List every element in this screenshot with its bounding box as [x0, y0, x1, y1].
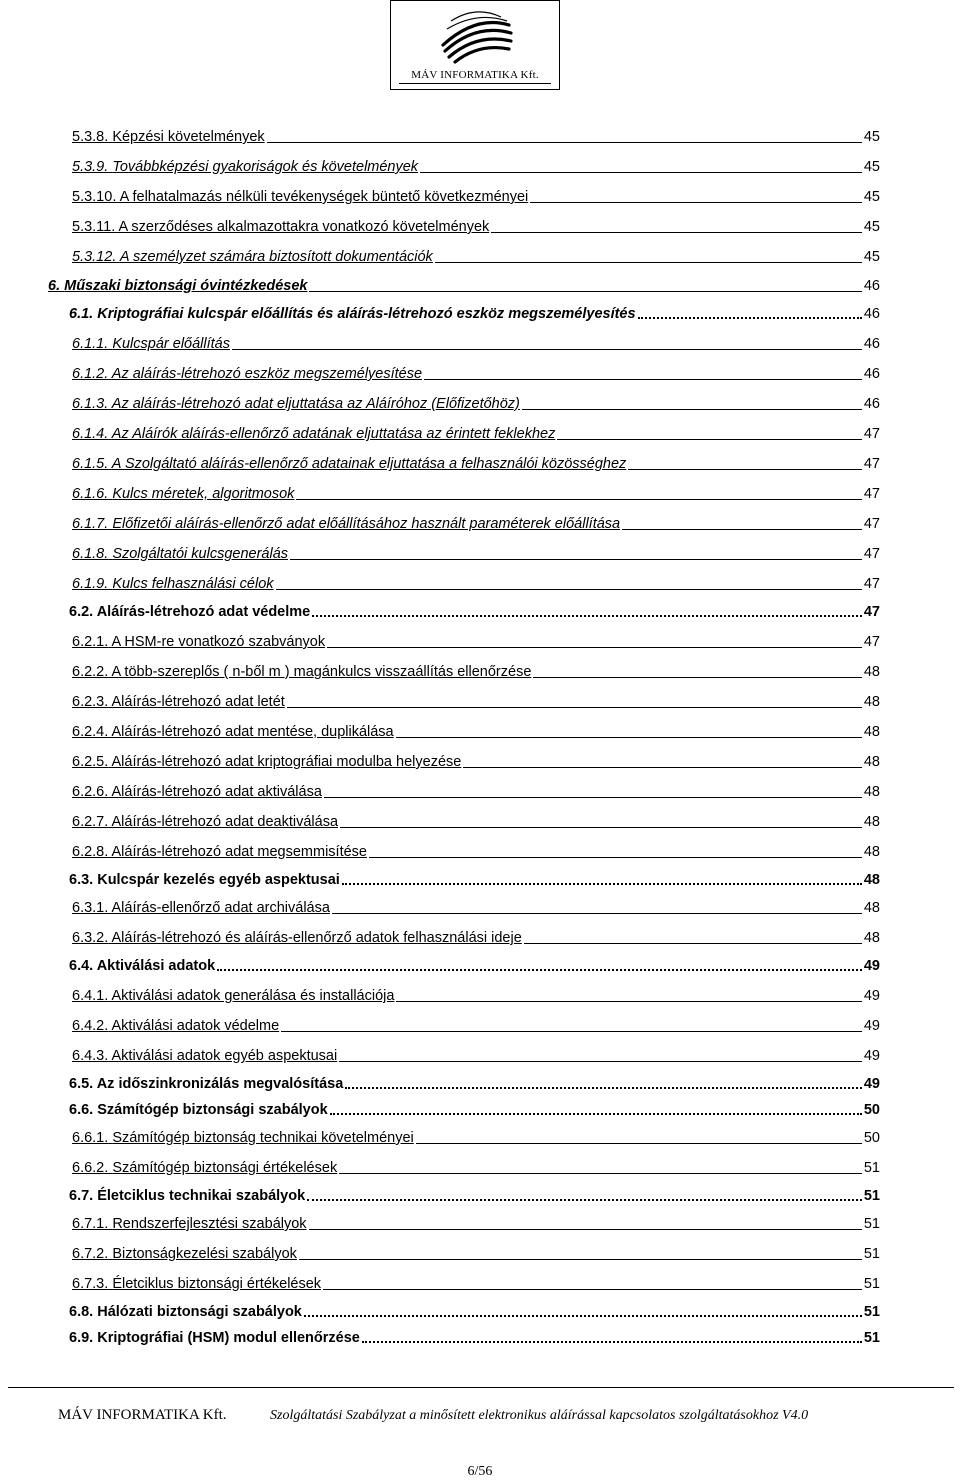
toc-entry-number: 6.2.7.: [72, 814, 109, 830]
toc-entry-page: 48: [863, 814, 880, 830]
toc-leader: [342, 883, 862, 885]
toc-entry[interactable]: [72, 749, 880, 771]
toc-entry-label: Továbbképzési gyakoriságok és követelmények: [112, 159, 419, 175]
toc-leader: [309, 291, 861, 292]
toc-leader: [232, 349, 862, 350]
company-logo: [390, 0, 560, 90]
toc-entry[interactable]: [72, 244, 880, 266]
toc-entry-label: Aktiválási adatok egyéb aspektusai: [111, 1048, 338, 1064]
toc-entry-text: [69, 1101, 328, 1119]
toc-entry-number: 6.4.2.: [72, 1018, 109, 1034]
toc-entry-page: 47: [863, 426, 880, 442]
toc-entry-label: Számítógép biztonsági szabályok: [97, 1102, 328, 1118]
toc-entry-label: Aláírás-létrehozó adat mentése, duplikálása: [111, 724, 394, 740]
toc-entry-number: 6.6.1.: [72, 1130, 109, 1146]
toc-entry-number: 6.2.5.: [72, 754, 109, 770]
toc-entry-page: 51: [863, 1330, 880, 1346]
toc-entry-text: [69, 1303, 302, 1321]
toc-leader: [276, 589, 862, 590]
toc-entry-number: 6.1.6.: [72, 486, 109, 502]
toc-leader: [424, 379, 862, 380]
toc-entry-page: 47: [863, 516, 880, 532]
toc-entry-label: Kulcspár előállítás: [112, 336, 230, 352]
toc-entry-label: Rendszerfejlesztési szabályok: [112, 1216, 307, 1232]
toc-entry-page: 50: [863, 1130, 880, 1146]
toc-entry-label: Kriptográfiai kulcspár előállítás és aláírás-létrehozó eszköz megszemélyesítés: [97, 306, 636, 322]
toc-entry[interactable]: [48, 273, 880, 295]
toc-entry-label: Az időszinkronizálás megvalósítása: [96, 1076, 344, 1092]
toc-entry-page: 48: [863, 844, 880, 860]
toc-entry-label: Biztonságkezelési szabályok: [112, 1246, 297, 1262]
toc-entry-label: Szolgáltatói kulcsgenerálás: [112, 546, 289, 562]
toc-entry-number: 6.1.3.: [72, 396, 109, 412]
toc-entry-page: 46: [863, 278, 880, 294]
toc-leader: [396, 737, 862, 738]
toc-entry[interactable]: [72, 1125, 880, 1147]
toc-entry-text: [72, 1047, 337, 1065]
toc-entry-text: [72, 1017, 279, 1035]
toc-leader: [533, 677, 861, 678]
toc-leader: [362, 1341, 862, 1343]
toc-entry-label: Kulcs felhasználási célok: [112, 576, 274, 592]
toc-entry-text: [72, 1159, 337, 1177]
toc-entry-text: [72, 1275, 321, 1293]
toc-entry-text: [72, 899, 330, 917]
toc-entry-text: [72, 843, 367, 861]
toc-entry-page: 45: [863, 189, 880, 205]
toc-entry-page: 48: [863, 754, 880, 770]
toc-entry-number: 6.: [48, 278, 61, 294]
toc-leader: [530, 202, 862, 203]
toc-leader: [463, 767, 862, 768]
toc-entry[interactable]: [72, 1211, 880, 1233]
toc-entry-label: Aláírás-ellenőrző adat archiválása: [111, 900, 330, 916]
toc-entry-text: [69, 1329, 360, 1347]
toc-entry[interactable]: [72, 541, 880, 563]
toc-leader: [622, 529, 862, 530]
page-number: 6/56: [467, 1464, 493, 1479]
toc-entry[interactable]: [72, 719, 880, 741]
toc-entry[interactable]: [72, 481, 880, 503]
toc-entry-text: [72, 365, 422, 383]
toc-leader: [309, 1229, 862, 1230]
toc-entry-number: 6.5.: [69, 1076, 94, 1092]
toc-entry[interactable]: [72, 1241, 880, 1263]
logo-emblem-icon: [431, 7, 521, 67]
toc-leader: [332, 913, 862, 914]
toc-leader: [339, 1061, 862, 1062]
toc-leader: [435, 262, 862, 263]
toc-entry-page: 46: [863, 336, 880, 352]
toc-leader: [299, 1259, 862, 1260]
toc-entry[interactable]: [72, 124, 880, 146]
toc-entry-label: Aláírás-létrehozó adat aktiválása: [111, 784, 322, 800]
toc-entry[interactable]: [72, 214, 880, 236]
toc-entry-label: A HSM-re vonatkozó szabványok: [111, 634, 326, 650]
toc-entry-text: [72, 813, 338, 831]
toc-entry-page: 48: [863, 900, 880, 916]
toc-leader: [296, 499, 861, 500]
toc-entry-label: Életciklus biztonsági értékelések: [112, 1276, 322, 1292]
logo-text: MÁV INFORMATIKA Kft.: [411, 69, 539, 81]
toc-entry-label: Aláírás-létrehozó adat deaktiválása: [111, 814, 339, 830]
toc-entry-number: 6.7.2.: [72, 1246, 109, 1262]
toc-entry-number: 6.7.1.: [72, 1216, 109, 1232]
toc-leader: [290, 559, 862, 560]
toc-entry-text: [72, 723, 394, 741]
toc-entry-number: 6.1.8.: [72, 546, 109, 562]
toc-entry-label: A Szolgáltató aláírás-ellenőrző adatainak eljuttatása a felhasználói közösséghez: [111, 456, 627, 472]
toc-entry-page: 47: [863, 486, 880, 502]
toc-entry-page: 51: [863, 1304, 880, 1320]
toc-entry-label: Életciklus technikai szabályok: [97, 1188, 306, 1204]
toc-leader: [330, 1113, 862, 1115]
toc-entry-page: 47: [863, 546, 880, 562]
toc-entry-label: Aláírás-létrehozó adat kriptográfiai modulba helyezése: [111, 754, 462, 770]
toc-entry-text: [72, 929, 522, 947]
toc-entry-page: 51: [863, 1246, 880, 1262]
toc-entry[interactable]: [72, 571, 880, 593]
toc-entry-label: Aláírás-létrehozó adat megsemmisítése: [111, 844, 367, 860]
toc-entry-number: 6.9.: [69, 1330, 94, 1346]
toc-entry-label: Az Aláírók aláírás-ellenőrző adatának eljuttatása az érintett feklekhez: [111, 426, 556, 442]
toc-entry-text: [72, 425, 555, 443]
toc-entry-page: 46: [863, 306, 880, 322]
toc-entry-page: 46: [863, 366, 880, 382]
toc-entry-number: 6.1.5.: [72, 456, 109, 472]
toc-entry-label: A szerződéses alkalmazottakra vonatkozó követelmények: [118, 219, 490, 235]
toc-entry[interactable]: [72, 839, 880, 861]
toc-entry[interactable]: [72, 154, 880, 176]
toc-entry-page: 48: [863, 872, 880, 888]
toc-entry-number: 6.7.: [69, 1188, 94, 1204]
toc-entry-label: Aktiválási adatok generálása és installációja: [111, 988, 395, 1004]
toc-leader: [416, 1143, 862, 1144]
toc-entry-page: 49: [863, 958, 880, 974]
toc-entry[interactable]: [69, 1325, 880, 1347]
toc-entry-text: [72, 1215, 307, 1233]
toc-entry-label: Képzési követelmények: [112, 129, 265, 145]
toc-entry-number: 6.3.2.: [72, 930, 109, 946]
toc-entry[interactable]: [72, 983, 880, 1005]
toc-entry-number: 6.1.1.: [72, 336, 109, 352]
toc-leader: [307, 1199, 862, 1201]
toc-entry[interactable]: [69, 301, 880, 323]
toc-entry-number: 6.6.2.: [72, 1160, 109, 1176]
toc-entry-text: [48, 277, 307, 295]
toc-entry-page: 47: [863, 576, 880, 592]
toc-entry-label: Aláírás-létrehozó adat védelme: [96, 604, 311, 620]
toc-leader: [396, 1001, 861, 1002]
toc-entry[interactable]: [72, 1043, 880, 1065]
toc-entry-text: [72, 188, 528, 206]
toc-entry-label: Aláírás-létrehozó adat letét: [111, 694, 285, 710]
toc-entry-label: Kriptográfiai (HSM) modul ellenőrzése: [97, 1330, 360, 1346]
toc-entry-text: [69, 871, 340, 889]
toc-leader: [304, 1315, 862, 1317]
toc-entry[interactable]: [72, 689, 880, 711]
toc-leader: [287, 707, 862, 708]
toc-entry-page: 48: [863, 784, 880, 800]
toc-leader: [267, 142, 862, 143]
toc-entry-page: 51: [863, 1160, 880, 1176]
toc-leader: [327, 647, 862, 648]
toc-entry[interactable]: [69, 1071, 880, 1093]
toc-entry-number: 6.3.1.: [72, 900, 109, 916]
footer-company: MÁV INFORMATIKA Kft.: [58, 1407, 227, 1423]
toc-entry[interactable]: [72, 451, 880, 473]
toc-entry-number: 5.3.8.: [72, 129, 109, 145]
footer-document-title: Szolgáltatási Szabályzat a minősített elektronikus aláírással kapcsolatos szolgáltatásokhoz V4.0: [270, 1408, 809, 1423]
toc-entry-text: [72, 1129, 414, 1147]
toc-entry-label: Műszaki biztonsági óvintézkedések: [64, 278, 308, 294]
toc-entry-page: 51: [863, 1216, 880, 1232]
toc-entry-text: [72, 545, 288, 563]
toc-entry[interactable]: [72, 391, 880, 413]
toc-entry-text: [72, 128, 265, 146]
toc-entry-label: Kulcspár kezelés egyéb aspektusai: [97, 872, 340, 888]
toc-entry-number: 6.4.1.: [72, 988, 109, 1004]
toc-entry-label: Aktiválási adatok: [96, 958, 216, 974]
toc-entry-page: 48: [863, 694, 880, 710]
toc-entry-label: Aláírás-létrehozó és aláírás-ellenőrző adatok felhasználási ideje: [111, 930, 522, 946]
toc-entry-text: [72, 455, 626, 473]
toc-entry-number: 6.1.9.: [72, 576, 109, 592]
toc-entry-number: 6.2.8.: [72, 844, 109, 860]
toc-entry-text: [72, 693, 285, 711]
toc-entry-text: [72, 515, 620, 533]
toc-entry-number: 6.1.: [69, 306, 94, 322]
toc-entry-page: 46: [863, 396, 880, 412]
toc-entry-label: Számítógép biztonsági értékelések: [112, 1160, 338, 1176]
footer-divider: [8, 1387, 954, 1388]
toc-leader: [420, 172, 862, 173]
toc-entry[interactable]: [72, 925, 880, 947]
toc-entry-number: 6.1.2.: [72, 366, 109, 382]
toc-entry-page: 47: [863, 604, 880, 620]
toc-entry-page: 49: [863, 1048, 880, 1064]
toc-entry-text: [69, 1075, 343, 1093]
toc-leader: [524, 943, 862, 944]
toc-entry-page: 51: [863, 1188, 880, 1204]
toc-entry-page: 49: [863, 1018, 880, 1034]
toc-entry-text: [72, 158, 418, 176]
toc-entry-page: 48: [863, 724, 880, 740]
toc-leader: [557, 439, 862, 440]
toc-entry-text: [72, 395, 520, 413]
toc-entry-number: 5.3.9.: [72, 159, 109, 175]
toc-entry-page: 45: [863, 129, 880, 145]
toc-entry[interactable]: [72, 1271, 880, 1293]
toc-entry-number: 6.2.: [69, 604, 94, 620]
toc-entry[interactable]: [72, 184, 880, 206]
toc-entry-label: A több-szereplős ( n-ből m ) magánkulcs visszaállítás ellenőrzése: [111, 664, 532, 680]
toc-entry-text: [72, 485, 294, 503]
toc-entry-number: 5.3.12.: [72, 249, 117, 265]
toc-leader: [491, 232, 862, 233]
toc-entry[interactable]: [72, 421, 880, 443]
toc-entry-number: 6.1.4.: [72, 426, 109, 442]
toc-entry-label: Előfizetői aláírás-ellenőrző adat előállításához használt paraméterek előállítása: [112, 516, 621, 532]
toc-entry-text: [72, 633, 325, 651]
toc-entry-text: [69, 305, 636, 323]
toc-leader: [312, 615, 862, 617]
toc-entry-number: 6.2.2.: [72, 664, 109, 680]
toc-entry-number: 6.8.: [69, 1304, 94, 1320]
toc-entry-label: Az aláírás-létrehozó adat eljuttatása az Aláíróhoz (Előfizetőhöz): [111, 396, 520, 412]
toc-entry-number: 6.2.3.: [72, 694, 109, 710]
toc-entry-label: A személyzet számára biztosított dokumentációk: [119, 249, 433, 265]
toc-entry[interactable]: [72, 361, 880, 383]
toc-leader: [638, 317, 862, 319]
toc-entry[interactable]: [72, 1155, 880, 1177]
toc-entry-text: [69, 1187, 305, 1205]
toc-entry-label: Aktiválási adatok védelme: [111, 1018, 280, 1034]
toc-leader: [323, 1289, 862, 1290]
toc-entry-text: [69, 957, 215, 975]
toc-entry[interactable]: [72, 895, 880, 917]
toc-entry-page: 47: [863, 456, 880, 472]
toc-entry[interactable]: [72, 511, 880, 533]
toc-entry-page: 47: [863, 634, 880, 650]
toc-entry-page: 48: [863, 930, 880, 946]
toc-entry[interactable]: [72, 1013, 880, 1035]
toc-entry-number: 6.1.7.: [72, 516, 109, 532]
toc-leader: [339, 1173, 862, 1174]
toc-entry-number: 6.2.1.: [72, 634, 109, 650]
toc-entry[interactable]: [72, 809, 880, 831]
toc-entry-text: [72, 248, 433, 266]
toc-entry-text: [72, 1245, 297, 1263]
toc-entry-label: A felhatalmazás nélküli tevékenységek büntető következményei: [119, 189, 529, 205]
toc-entry-text: [72, 575, 274, 593]
toc-entry-label: Hálózati biztonsági szabályok: [97, 1304, 302, 1320]
toc-entry-number: 6.4.3.: [72, 1048, 109, 1064]
toc-entry-text: [72, 753, 461, 771]
toc-entry-page: 48: [863, 664, 880, 680]
logo-rule: [399, 83, 551, 84]
toc-leader: [324, 797, 862, 798]
toc-entry[interactable]: [69, 867, 880, 889]
toc-entry[interactable]: [69, 599, 880, 621]
toc-entry-number: 6.2.6.: [72, 784, 109, 800]
toc-entry[interactable]: [69, 1299, 880, 1321]
toc-entry-text: [72, 987, 394, 1005]
toc-entry-label: Az aláírás-létrehozó eszköz megszemélyesítése: [111, 366, 423, 382]
toc-leader: [217, 969, 862, 971]
toc-entry-number: 6.6.: [69, 1102, 94, 1118]
toc-entry[interactable]: [69, 1097, 880, 1119]
toc-entry-page: 45: [863, 249, 880, 265]
toc-entry-number: 6.4.: [69, 958, 94, 974]
toc-entry[interactable]: [72, 629, 880, 651]
toc-entry-page: 51: [863, 1276, 880, 1292]
toc-entry-text: [72, 218, 489, 236]
toc-leader: [340, 827, 862, 828]
toc-entry-number: 5.3.10.: [72, 189, 117, 205]
toc-entry-page: 45: [863, 159, 880, 175]
toc-entry[interactable]: [69, 953, 880, 975]
toc-entry[interactable]: [72, 779, 880, 801]
toc-entry[interactable]: [69, 1183, 880, 1205]
toc-entry-text: [72, 663, 531, 681]
toc-entry[interactable]: [72, 331, 880, 353]
toc-leader: [522, 409, 862, 410]
toc-entry-page: 45: [863, 219, 880, 235]
toc-entry-number: 6.7.3.: [72, 1276, 109, 1292]
toc-entry-label: Kulcs méretek, algoritmosok: [112, 486, 295, 502]
toc-entry-page: 49: [863, 988, 880, 1004]
toc-entry-text: [72, 783, 322, 801]
toc-entry-text: [69, 603, 310, 621]
toc-entry[interactable]: [72, 659, 880, 681]
toc-leader: [628, 469, 862, 470]
toc-leader: [345, 1087, 862, 1089]
toc-entry-label: Számítógép biztonság technikai követelményei: [112, 1130, 414, 1146]
toc-entry-page: 50: [863, 1102, 880, 1118]
toc-entry-number: 6.3.: [69, 872, 94, 888]
toc-leader: [369, 857, 862, 858]
toc-entry-page: 49: [863, 1076, 880, 1092]
toc-entry-number: 6.2.4.: [72, 724, 109, 740]
toc-entry-number: 5.3.11.: [72, 219, 116, 235]
toc-entry-text: [72, 335, 230, 353]
toc-leader: [281, 1031, 862, 1032]
